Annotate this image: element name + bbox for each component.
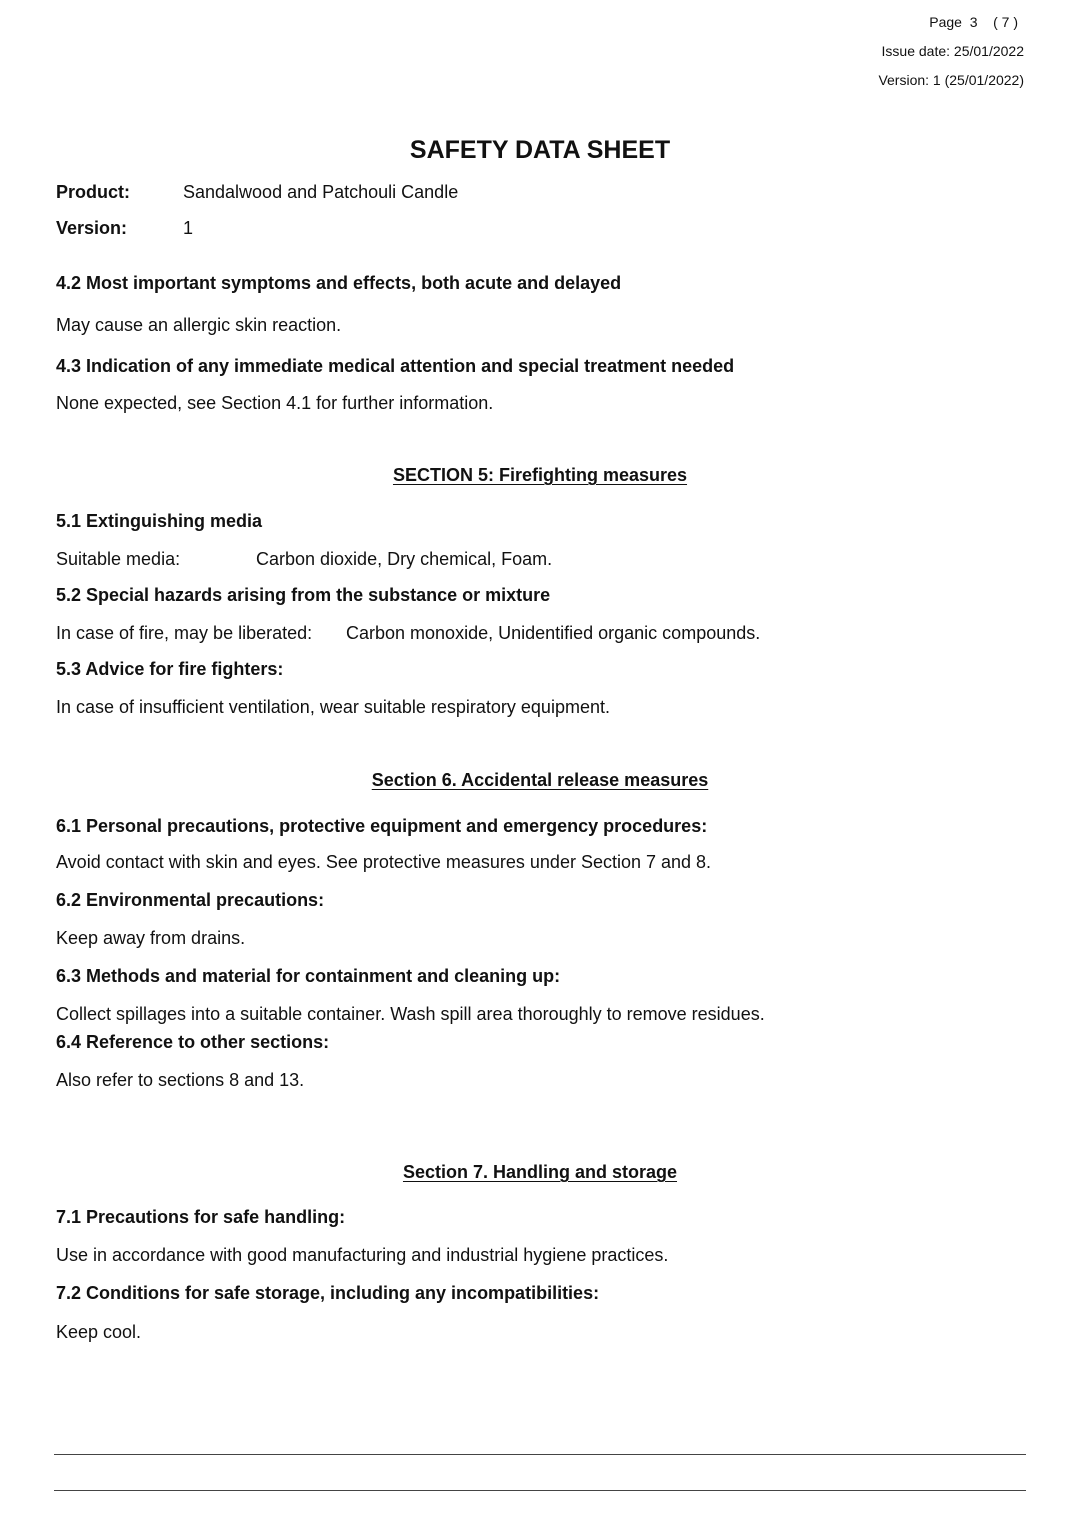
issue-date: Issue date: 25/01/2022 bbox=[881, 43, 1024, 59]
section-7-title: Section 7. Handling and storage bbox=[402, 1162, 678, 1182]
section-6-title: Section 6. Accidental release measures bbox=[371, 770, 709, 790]
heading-6-1: 6.1 Personal precautions, protective equipment and emergency procedures: bbox=[56, 816, 708, 836]
footer-divider-bottom bbox=[54, 1490, 1026, 1491]
version-line: Version: 1 (25/01/2022) bbox=[878, 72, 1024, 88]
page-total: ( 7 ) bbox=[993, 14, 1018, 30]
text-6-4: Also refer to sections 8 and 13. bbox=[56, 1070, 305, 1090]
heading-4-2: 4.2 Most important symptoms and effects, both acute and delayed bbox=[56, 273, 622, 293]
heading-6-3: 6.3 Methods and material for containment and cleaning up: bbox=[56, 966, 561, 986]
text-6-3: Collect spillages into a suitable container. Wash spill area thoroughly to remove residues. bbox=[56, 1004, 765, 1024]
heading-7-1: 7.1 Precautions for safe handling: bbox=[56, 1207, 346, 1227]
heading-6-2: 6.2 Environmental precautions: bbox=[56, 890, 325, 910]
suitable-media-label: Suitable media: bbox=[56, 549, 181, 569]
suitable-media-value: Carbon dioxide, Dry chemical, Foam. bbox=[256, 549, 553, 569]
heading-6-4: 6.4 Reference to other sections: bbox=[56, 1032, 330, 1052]
fire-liberated-value: Carbon monoxide, Unidentified organic compounds. bbox=[346, 623, 761, 643]
heading-5-2: 5.2 Special hazards arising from the substance or mixture bbox=[56, 585, 551, 605]
document-title: SAFETY DATA SHEET bbox=[409, 136, 671, 164]
product-value: Sandalwood and Patchouli Candle bbox=[183, 182, 459, 202]
product-label: Product: bbox=[56, 182, 130, 202]
text-6-1: Avoid contact with skin and eyes. See protective measures under Section 7 and 8. bbox=[56, 852, 712, 872]
page-label: Page bbox=[929, 14, 962, 30]
fire-liberated-label: In case of fire, may be liberated: bbox=[56, 623, 313, 643]
text-4-2: May cause an allergic skin reaction. bbox=[56, 315, 342, 335]
text-6-2: Keep away from drains. bbox=[56, 928, 246, 948]
heading-7-2: 7.2 Conditions for safe storage, including any incompatibilities: bbox=[56, 1283, 600, 1303]
text-4-3: None expected, see Section 4.1 for further information. bbox=[56, 393, 494, 413]
text-7-2: Keep cool. bbox=[56, 1322, 142, 1342]
text-7-1: Use in accordance with good manufacturing and industrial hygiene practices. bbox=[56, 1245, 669, 1265]
version-label: Version: bbox=[56, 218, 128, 238]
text-5-3: In case of insufficient ventilation, wear suitable respiratory equipment. bbox=[56, 697, 610, 717]
heading-5-3: 5.3 Advice for fire fighters: bbox=[56, 659, 284, 679]
page-number-line bbox=[929, 14, 1018, 30]
page-number: 3 bbox=[969, 14, 978, 30]
heading-5-1: 5.1 Extinguishing media bbox=[56, 511, 263, 531]
section-5-title: SECTION 5: Firefighting measures bbox=[392, 465, 688, 485]
heading-4-3: 4.3 Indication of any immediate medical attention and special treatment needed bbox=[56, 356, 735, 376]
footer-divider-top bbox=[54, 1454, 1026, 1455]
version-value: 1 bbox=[183, 218, 194, 238]
